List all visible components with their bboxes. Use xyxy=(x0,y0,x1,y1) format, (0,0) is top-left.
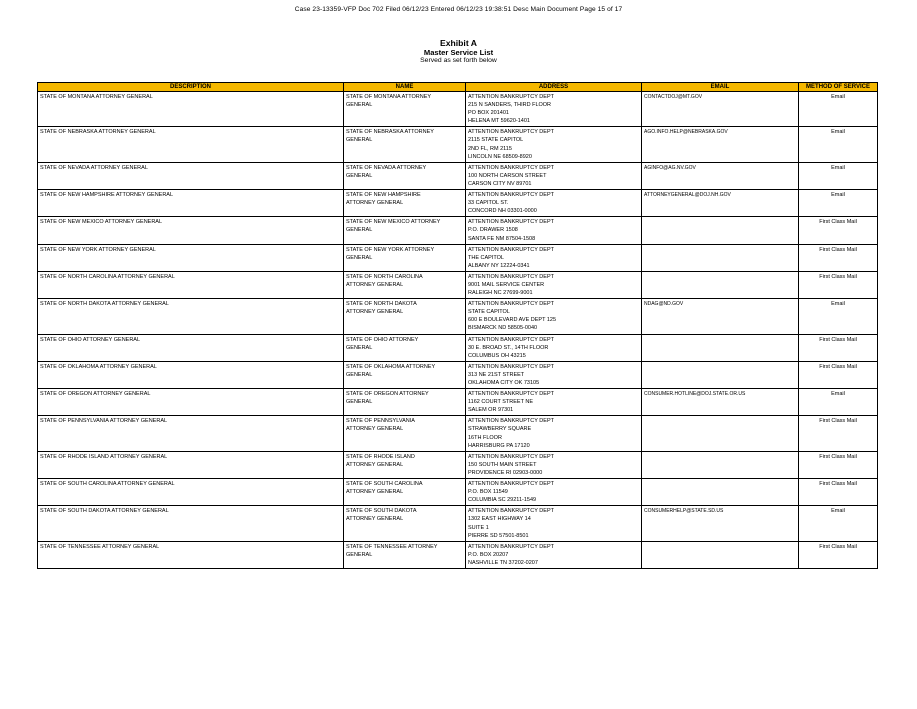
cell-address: ATTENTION BANKRUPTCY DEPT 1302 EAST HIGHWAY 14 SUITE 1 PIERRE SD 57501-8501 xyxy=(466,506,642,541)
cell-method-of-service: First Class Mail xyxy=(799,416,878,451)
cell-description: STATE OF TENNESSEE ATTORNEY GENERAL xyxy=(38,541,344,568)
table-row xyxy=(38,416,878,451)
cell-name: STATE OF TENNESSEE ATTORNEY GENERAL xyxy=(344,541,466,568)
table-row xyxy=(38,334,878,361)
cell-description: STATE OF PENNSYLVANIA ATTORNEY GENERAL xyxy=(38,416,344,451)
exhibit-subtitle: Master Service List xyxy=(423,48,494,57)
cell-address: ATTENTION BANKRUPTCY DEPT 33 CAPITOL ST. CONCORD NH 03301-0000 xyxy=(466,190,642,217)
cell-address: ATTENTION BANKRUPTCY DEPT 9001 MAIL SERVICE CENTER RALEIGH NC 27699-9001 xyxy=(466,271,642,298)
cell-method-of-service: First Class Mail xyxy=(799,244,878,271)
cell-description: STATE OF NORTH CAROLINA ATTORNEY GENERAL xyxy=(38,271,344,298)
cell-address: ATTENTION BANKRUPTCY DEPT 30 E. BROAD ST., 14TH FLOOR COLUMBUS OH 43215 xyxy=(466,334,642,361)
cell-description: STATE OF RHODE ISLAND ATTORNEY GENERAL xyxy=(38,451,344,478)
cell-address: ATTENTION BANKRUPTCY DEPT 100 NORTH CARSON STREET CARSON CITY NV 89701 xyxy=(466,162,642,189)
cell-email xyxy=(642,361,799,388)
cell-name: STATE OF NEW MEXICO ATTORNEY GENERAL xyxy=(344,217,466,244)
court-header-line: Case 23-13359-VFP Doc 702 Filed 06/12/23 Entered 06/12/23 19:38:51 Desc Main Document Page 15 of 17 xyxy=(294,6,623,13)
cell-name: STATE OF OHIO ATTORNEY GENERAL xyxy=(344,334,466,361)
cell-method-of-service: First Class Mail xyxy=(799,479,878,506)
cell-name: STATE OF NEW HAMPSHIRE ATTORNEY GENERAL xyxy=(344,190,466,217)
cell-email xyxy=(642,334,799,361)
cell-name: STATE OF NEBRASKA ATTORNEY GENERAL xyxy=(344,127,466,162)
cell-name: STATE OF MONTANA ATTORNEY GENERAL xyxy=(344,92,466,127)
cell-name: STATE OF SOUTH CAROLINA ATTORNEY GENERAL xyxy=(344,479,466,506)
cell-method-of-service: Email xyxy=(799,190,878,217)
cell-name: STATE OF OKLAHOMA ATTORNEY GENERAL xyxy=(344,361,466,388)
column-header-description: DESCRIPTION xyxy=(38,83,344,92)
cell-method-of-service: First Class Mail xyxy=(799,451,878,478)
cell-method-of-service: Email xyxy=(799,162,878,189)
cell-address: ATTENTION BANKRUPTCY DEPT 313 NE 21ST STREET OKLAHOMA CITY OK 73105 xyxy=(466,361,642,388)
table-row xyxy=(38,541,878,568)
cell-email: AGO.INFO.HELP@NEBRASKA.GOV xyxy=(642,127,799,162)
cell-email xyxy=(642,244,799,271)
cell-method-of-service: First Class Mail xyxy=(799,217,878,244)
cell-name: STATE OF NEW YORK ATTORNEY GENERAL xyxy=(344,244,466,271)
cell-method-of-service: Email xyxy=(799,299,878,334)
cell-email xyxy=(642,479,799,506)
cell-address: ATTENTION BANKRUPTCY DEPT 215 N SANDERS, THIRD FLOOR PO BOX 201401 HELENA MT 59620-1401 xyxy=(466,92,642,127)
cell-name: STATE OF NORTH CAROLINA ATTORNEY GENERAL xyxy=(344,271,466,298)
cell-method-of-service: First Class Mail xyxy=(799,541,878,568)
cell-email xyxy=(642,271,799,298)
table-row xyxy=(38,451,878,478)
cell-address: ATTENTION BANKRUPTCY DEPT THE CAPITOL ALBANY NY 12224-0341 xyxy=(466,244,642,271)
cell-name: STATE OF RHODE ISLAND ATTORNEY GENERAL xyxy=(344,451,466,478)
cell-email xyxy=(642,416,799,451)
service-list-table xyxy=(37,82,878,569)
title-block xyxy=(0,38,917,65)
cell-method-of-service: Email xyxy=(799,389,878,416)
cell-email: CONSUMERHELP@STATE.SD.US xyxy=(642,506,799,541)
cell-description: STATE OF OHIO ATTORNEY GENERAL xyxy=(38,334,344,361)
cell-email: ATTORNEYGENERAL@DOJ.NH.GOV xyxy=(642,190,799,217)
cell-description: STATE OF NEW HAMPSHIRE ATTORNEY GENERAL xyxy=(38,190,344,217)
table-row xyxy=(38,479,878,506)
cell-email xyxy=(642,451,799,478)
cell-email: CONSUMER.HOTLINE@DOJ.STATE.OR.US xyxy=(642,389,799,416)
cell-name: STATE OF SOUTH DAKOTA ATTORNEY GENERAL xyxy=(344,506,466,541)
table-row xyxy=(38,389,878,416)
cell-description: STATE OF MONTANA ATTORNEY GENERAL xyxy=(38,92,344,127)
table-row xyxy=(38,92,878,127)
cell-email xyxy=(642,541,799,568)
cell-address: ATTENTION BANKRUPTCY DEPT 2115 STATE CAPITOL 2ND FL, RM 2115 LINCOLN NE 68509-8920 xyxy=(466,127,642,162)
cell-email: AGINFO@AG.NV.GOV xyxy=(642,162,799,189)
cell-name: STATE OF OREGON ATTORNEY GENERAL xyxy=(344,389,466,416)
cell-address: ATTENTION BANKRUPTCY DEPT P.O. BOX 11549 COLUMBIA SC 29211-1549 xyxy=(466,479,642,506)
cell-address: ATTENTION BANKRUPTCY DEPT 150 SOUTH MAIN STREET PROVIDENCE RI 02903-0000 xyxy=(466,451,642,478)
cell-method-of-service: First Class Mail xyxy=(799,334,878,361)
table-row xyxy=(38,162,878,189)
exhibit-title: Exhibit A xyxy=(440,38,477,48)
cell-address: ATTENTION BANKRUPTCY DEPT P.O. DRAWER 1508 SANTA FE NM 87504-1508 xyxy=(466,217,642,244)
cell-method-of-service: First Class Mail xyxy=(799,271,878,298)
cell-description: STATE OF SOUTH CAROLINA ATTORNEY GENERAL xyxy=(38,479,344,506)
table-row xyxy=(38,190,878,217)
column-header-method: METHOD OF SERVICE xyxy=(799,83,878,92)
cell-description: STATE OF NEVADA ATTORNEY GENERAL xyxy=(38,162,344,189)
table-body xyxy=(38,92,878,569)
column-header-name: NAME xyxy=(344,83,466,92)
cell-method-of-service: Email xyxy=(799,127,878,162)
table-row xyxy=(38,271,878,298)
cell-name: STATE OF PENNSYLVANIA ATTORNEY GENERAL xyxy=(344,416,466,451)
cell-email: CONTACTDOJ@MT.GOV xyxy=(642,92,799,127)
table-header-row xyxy=(38,83,878,92)
cell-description: STATE OF NEBRASKA ATTORNEY GENERAL xyxy=(38,127,344,162)
cell-description: STATE OF NEW MEXICO ATTORNEY GENERAL xyxy=(38,217,344,244)
cell-email: NDAG@ND.GOV xyxy=(642,299,799,334)
cell-description: STATE OF NORTH DAKOTA ATTORNEY GENERAL xyxy=(38,299,344,334)
cell-description: STATE OF OREGON ATTORNEY GENERAL xyxy=(38,389,344,416)
cell-description: STATE OF SOUTH DAKOTA ATTORNEY GENERAL xyxy=(38,506,344,541)
table-row xyxy=(38,217,878,244)
table-row xyxy=(38,244,878,271)
served-note: Served as set forth below xyxy=(420,57,497,64)
cell-description: STATE OF OKLAHOMA ATTORNEY GENERAL xyxy=(38,361,344,388)
cell-email xyxy=(642,217,799,244)
cell-method-of-service: First Class Mail xyxy=(799,361,878,388)
cell-address: ATTENTION BANKRUPTCY DEPT P.O. BOX 20207 NASHVILLE TN 37202-0207 xyxy=(466,541,642,568)
table-row xyxy=(38,361,878,388)
cell-address: ATTENTION BANKRUPTCY DEPT STRAWBERRY SQUARE 16TH FLOOR HARRISBURG PA 17120 xyxy=(466,416,642,451)
cell-name: STATE OF NEVADA ATTORNEY GENERAL xyxy=(344,162,466,189)
cell-method-of-service: Email xyxy=(799,506,878,541)
column-header-address: ADDRESS xyxy=(466,83,642,92)
table-row xyxy=(38,506,878,541)
table-row xyxy=(38,127,878,162)
cell-address: ATTENTION BANKRUPTCY DEPT STATE CAPITOL 600 E BOULEVARD AVE DEPT 125 BISMARCK ND 58505-0040 xyxy=(466,299,642,334)
table-row xyxy=(38,299,878,334)
column-header-email: EMAIL xyxy=(642,83,799,92)
cell-description: STATE OF NEW YORK ATTORNEY GENERAL xyxy=(38,244,344,271)
cell-method-of-service: Email xyxy=(799,92,878,127)
cell-name: STATE OF NORTH DAKOTA ATTORNEY GENERAL xyxy=(344,299,466,334)
cell-address: ATTENTION BANKRUPTCY DEPT 1162 COURT STREET NE SALEM OR 97301 xyxy=(466,389,642,416)
